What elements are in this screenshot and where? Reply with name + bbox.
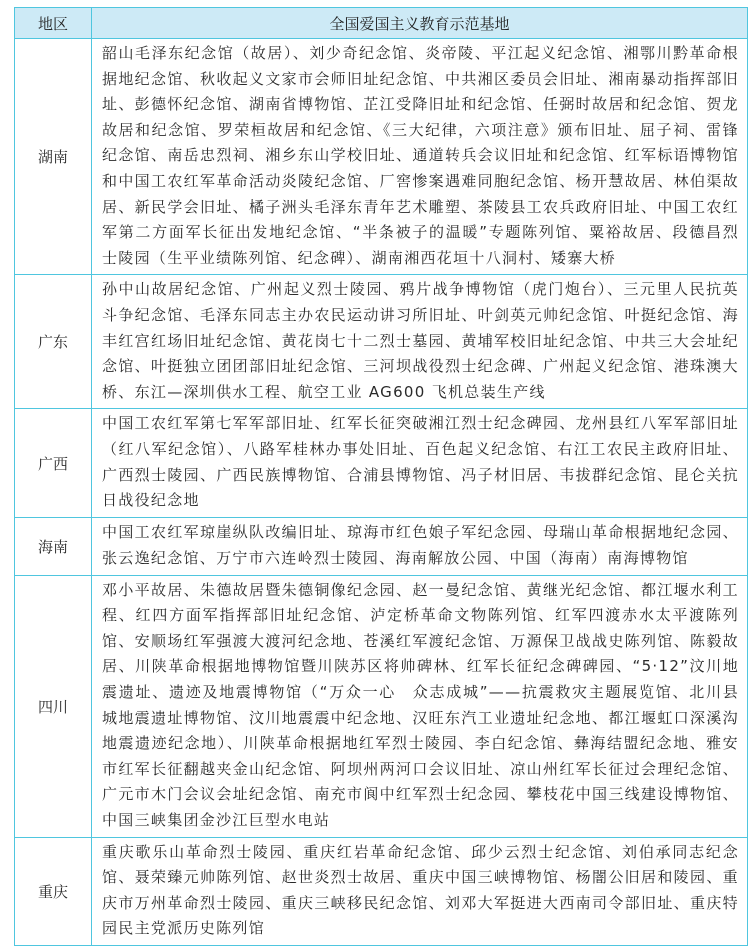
- sites-cell: 中国工农红军第七军军部旧址、红军长征突破湘江烈士纪念碑园、龙州县红八军军部旧址（红八军纪念馆）、八路军桂林办事处旧址、百色起义纪念馆、右江工农民主政府旧址、广西烈士陵园、广西民族博物馆、合浦县博物馆、冯子材旧居、韦拔群纪念馆、昆仑关抗日战役纪念地: [92, 409, 748, 517]
- table-row: [15, 837, 748, 945]
- table-row: [15, 409, 748, 517]
- region-cell: 海南: [15, 517, 92, 575]
- education-base-table: [14, 7, 748, 946]
- header-region: 地区: [15, 8, 92, 39]
- region-cell: 四川: [15, 575, 92, 837]
- sites-cell: 邓小平故居、朱德故居暨朱德铜像纪念园、赵一曼纪念馆、黄继光纪念馆、都江堰水利工程、红四方面军指挥部旧址纪念馆、泸定桥革命文物陈列馆、红军四渡赤水太平渡陈列馆、安顺场红军强渡大渡河纪念地、苍溪红军渡纪念馆、万源保卫战战史陈列馆、陈毅故居、川陕革命根据地博物馆暨川陕苏区将帅碑林、红军长征纪念碑碑园、“5·12”汶川地震遗址、遗迹及地震博物馆（“万众一心 众志成城”——抗震救灾主题展览馆、北川县城地震遗址博物馆、汶川地震震中纪念地、汉旺东汽工业遗址纪念地、都江堰虹口深溪沟地震遗迹纪念地）、川陕革命根据地红军烈士陵园、李白纪念馆、彝海结盟纪念地、雅安市红军长征翻越夹金山纪念馆、阿坝州两河口会议旧址、凉山州红军长征过会理纪念馆、广元市木门会议会址纪念馆、南充市阆中红军烈士纪念园、攀枝花中国三线建设博物馆、中国三峡集团金沙江巨型水电站: [92, 575, 748, 837]
- sites-cell: 重庆歌乐山革命烈士陵园、重庆红岩革命纪念馆、邱少云烈士纪念馆、刘伯承同志纪念馆、聂荣臻元帅陈列馆、赵世炎烈士故居、重庆中国三峡博物馆、杨闇公旧居和陵园、重庆市万州革命烈士陵园、重庆三峡移民纪念馆、刘邓大军挺进大西南司令部旧址、重庆特园民主党派历史陈列馆: [92, 837, 748, 945]
- region-cell: 重庆: [15, 837, 92, 945]
- table-row: [15, 517, 748, 575]
- sites-cell: 孙中山故居纪念馆、广州起义烈士陵园、鸦片战争博物馆（虎门炮台）、三元里人民抗英斗争纪念馆、毛泽东同志主办农民运动讲习所旧址、叶剑英元帅纪念馆、叶挺纪念馆、海丰红宫红场旧址纪念馆、黄花岗七十二烈士墓园、黄埔军校旧址纪念馆、中共三大会址纪念馆、叶挺独立团团部旧址纪念馆、三河坝战役烈士纪念碑、广州起义纪念馆、港珠澳大桥、东江—深圳供水工程、航空工业 AG600 飞机总装生产线: [92, 275, 748, 409]
- table-header-row: [15, 8, 748, 39]
- region-cell: 湖南: [15, 39, 92, 275]
- region-cell: 广东: [15, 275, 92, 409]
- table-row: [15, 39, 748, 275]
- header-sites: 全国爱国主义教育示范基地: [92, 8, 748, 39]
- sites-cell: 中国工农红军琼崖纵队改编旧址、琼海市红色娘子军纪念园、母瑞山革命根据地纪念园、张云逸纪念馆、万宁市六连岭烈士陵园、海南解放公园、中国（海南）南海博物馆: [92, 517, 748, 575]
- sites-cell: 韶山毛泽东纪念馆（故居）、刘少奇纪念馆、炎帝陵、平江起义纪念馆、湘鄂川黔革命根据地纪念馆、秋收起义文家市会师旧址纪念馆、中共湘区委员会旧址、湘南暴动指挥部旧址、彭德怀纪念馆、湖南省博物馆、芷江受降旧址和纪念馆、任弼时故居和纪念馆、贺龙故居和纪念馆、罗荣桓故居和纪念馆、《三大纪律，六项注意》颁布旧址、屈子祠、雷锋纪念馆、南岳忠烈祠、湘乡东山学校旧址、通道转兵会议旧址和纪念馆、红军标语博物馆和中国工农红军革命活动炎陵纪念馆、厂窖惨案遇难同胞纪念馆、杨开慧故居、林伯渠故居、新民学会旧址、橘子洲头毛泽东青年艺术雕塑、茶陵县工农兵政府旧址、中国工农红军第二方面军长征出发地纪念馆、“半条被子的温暖”专题陈列馆、粟裕故居、段德昌烈士陵园（生平业绩陈列馆、纪念碑）、湖南湘西花垣十八洞村、矮寨大桥: [92, 39, 748, 275]
- table-row: [15, 275, 748, 409]
- region-cell: 广西: [15, 409, 92, 517]
- table-row: [15, 575, 748, 837]
